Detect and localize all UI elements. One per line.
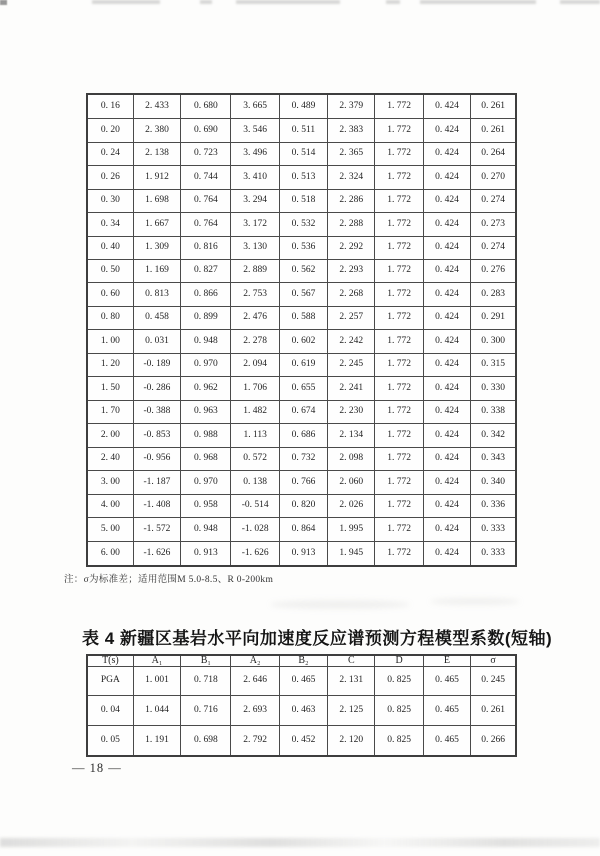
table-cell: 2. 134 xyxy=(328,424,375,447)
table-cell: 1. 044 xyxy=(133,696,180,725)
table-cell: 0. 266 xyxy=(471,725,516,756)
table-cell: 0. 655 xyxy=(279,377,327,400)
table-cell: 1. 945 xyxy=(328,541,375,566)
table-cell: 1. 70 xyxy=(87,400,133,423)
table-cell: 0. 26 xyxy=(87,166,133,189)
table-cell: 0. 424 xyxy=(423,471,470,494)
table-cell: 2. 293 xyxy=(328,260,375,283)
table-cell: 0. 424 xyxy=(423,541,470,566)
table-row xyxy=(87,119,516,142)
table-cell: 2. 245 xyxy=(328,353,375,376)
table-cell: 1. 001 xyxy=(133,667,180,696)
table-cell: 0. 948 xyxy=(181,330,231,353)
table-cell: 0. 825 xyxy=(375,725,423,756)
table-cell: 0. 424 xyxy=(423,213,470,236)
table-cell: 1. 772 xyxy=(375,330,423,353)
table-cell: 5. 00 xyxy=(87,518,133,541)
table-cell: 0. 963 xyxy=(181,400,231,423)
table-cell: 0. 424 xyxy=(423,400,470,423)
table-cell: -0. 956 xyxy=(133,447,180,470)
table-cell: 0. 424 xyxy=(423,189,470,212)
table-cell: 1. 50 xyxy=(87,377,133,400)
table-cell: 2. 292 xyxy=(328,236,375,259)
table-cell: 3. 294 xyxy=(231,189,279,212)
table-row xyxy=(87,353,516,376)
table-cell: 0. 514 xyxy=(279,142,327,165)
table-cell: 0. 424 xyxy=(423,119,470,142)
table-cell: 0. 864 xyxy=(279,518,327,541)
table-cell: 0. 424 xyxy=(423,330,470,353)
table-cell: 0. 913 xyxy=(181,541,231,566)
table-cell: -1. 408 xyxy=(133,494,180,517)
table-body xyxy=(87,667,516,757)
table-cell: 0. 031 xyxy=(133,330,180,353)
table-cell: 0. 273 xyxy=(471,213,516,236)
table-cell: 0. 764 xyxy=(181,213,231,236)
table-cell: 0. 536 xyxy=(279,236,327,259)
table-cell: 2. 383 xyxy=(328,119,375,142)
table-cell: 0. 813 xyxy=(133,283,180,306)
table-cell: 0. 452 xyxy=(279,725,327,756)
table-cell: 2. 324 xyxy=(328,166,375,189)
table-cell: 2. 288 xyxy=(328,213,375,236)
scan-artifact xyxy=(270,600,410,609)
table-cell: 1. 772 xyxy=(375,518,423,541)
table-cell: 0. 766 xyxy=(279,471,327,494)
table-cell: 0. 674 xyxy=(279,400,327,423)
table-cell: 2. 00 xyxy=(87,424,133,447)
table-cell: 2. 889 xyxy=(231,260,279,283)
table-cell: 0. 04 xyxy=(87,696,133,725)
table-cell: 0. 716 xyxy=(181,696,231,725)
table-cell: 1. 995 xyxy=(328,518,375,541)
table-cell: 1. 772 xyxy=(375,400,423,423)
table-cell: 0. 458 xyxy=(133,306,180,329)
table-cell: -0. 388 xyxy=(133,400,180,423)
table-cell: 0. 424 xyxy=(423,236,470,259)
table-cell: 0. 424 xyxy=(423,283,470,306)
table-row xyxy=(87,424,516,447)
table-cell: 0. 30 xyxy=(87,189,133,212)
table-cell: D xyxy=(375,655,423,667)
table-cell: 0. 518 xyxy=(279,189,327,212)
scan-artifact xyxy=(92,0,160,4)
table-cell: 0. 698 xyxy=(181,725,231,756)
table-cell: 0. 602 xyxy=(279,330,327,353)
coefficients-table-continued xyxy=(86,93,517,567)
table-cell: PGA xyxy=(87,667,133,696)
table-cell: 0. 80 xyxy=(87,306,133,329)
table-cell: 0. 816 xyxy=(181,236,231,259)
table-row xyxy=(87,330,516,353)
table-cell: 0. 340 xyxy=(471,471,516,494)
table-cell: 1. 309 xyxy=(133,236,180,259)
table-row xyxy=(87,377,516,400)
table-cell: 3. 00 xyxy=(87,471,133,494)
table-cell: 1. 698 xyxy=(133,189,180,212)
scan-artifact xyxy=(430,598,520,605)
table-cell: 2. 138 xyxy=(133,142,180,165)
table-cell: 2. 098 xyxy=(328,447,375,470)
table-row xyxy=(87,494,516,517)
table-cell: 2. 380 xyxy=(133,119,180,142)
table-cell: 2. 131 xyxy=(328,667,375,696)
table-cell: 0. 24 xyxy=(87,142,133,165)
table-row xyxy=(87,94,516,119)
table-row xyxy=(87,166,516,189)
table-cell: 3. 172 xyxy=(231,213,279,236)
table-header-row xyxy=(87,655,516,667)
table-cell: 0. 424 xyxy=(423,518,470,541)
table-cell: 1. 772 xyxy=(375,213,423,236)
table-row xyxy=(87,447,516,470)
table-cell: 0. 424 xyxy=(423,306,470,329)
table-cell: 1. 667 xyxy=(133,213,180,236)
table-cell: 0. 619 xyxy=(279,353,327,376)
table-cell: 0. 424 xyxy=(423,377,470,400)
table-cell: B₂ xyxy=(279,655,327,667)
table-cell: 0. 424 xyxy=(423,166,470,189)
scan-artifact xyxy=(236,0,340,4)
table-cell: 0. 913 xyxy=(279,541,327,566)
table-cell: 2. 230 xyxy=(328,400,375,423)
table-cell: 0. 300 xyxy=(471,330,516,353)
table-cell: -1. 626 xyxy=(133,541,180,566)
table-cell: 2. 379 xyxy=(328,94,375,119)
table-cell: 0. 424 xyxy=(423,94,470,119)
table-cell: 0. 827 xyxy=(181,260,231,283)
table-cell: 0. 465 xyxy=(423,725,470,756)
table-row xyxy=(87,142,516,165)
table-cell: 0. 958 xyxy=(181,494,231,517)
table-cell: 1. 772 xyxy=(375,471,423,494)
table-cell: 2. 476 xyxy=(231,306,279,329)
table-cell: 1. 772 xyxy=(375,119,423,142)
table-note: 注：σ为标准差；适用范围M 5.0-8.5、R 0-200km xyxy=(64,575,274,585)
table-cell: 0. 424 xyxy=(423,424,470,447)
table-cell: -1. 187 xyxy=(133,471,180,494)
table-cell: 0. 465 xyxy=(423,667,470,696)
table-cell: 0. 825 xyxy=(375,667,423,696)
table-cell: 1. 00 xyxy=(87,330,133,353)
table4-title: 表 4 新疆区基岩水平向加速度反应谱预测方程模型系数(短轴) xyxy=(82,629,553,648)
table-cell: B₁ xyxy=(181,655,231,667)
table-cell: 0. 330 xyxy=(471,377,516,400)
scan-artifact-bottom xyxy=(0,838,600,847)
table-cell: 0. 567 xyxy=(279,283,327,306)
table-cell: 6. 00 xyxy=(87,541,133,566)
table-cell: 0. 05 xyxy=(87,725,133,756)
table-cell: -0. 853 xyxy=(133,424,180,447)
table-cell: 0. 948 xyxy=(181,518,231,541)
table-cell: 0. 270 xyxy=(471,166,516,189)
table-cell: 0. 343 xyxy=(471,447,516,470)
table-cell: 0. 489 xyxy=(279,94,327,119)
scan-artifact xyxy=(386,0,400,4)
table-cell: 0. 825 xyxy=(375,696,423,725)
table-cell: 1. 482 xyxy=(231,400,279,423)
table-cell: 0. 60 xyxy=(87,283,133,306)
table-cell: 0. 40 xyxy=(87,236,133,259)
table-cell: 0. 315 xyxy=(471,353,516,376)
table-cell: 0. 50 xyxy=(87,260,133,283)
page-number: — 18 — xyxy=(72,761,122,775)
table-cell: 2. 753 xyxy=(231,283,279,306)
table-cell: 4. 00 xyxy=(87,494,133,517)
table-cell: 0. 686 xyxy=(279,424,327,447)
table-cell: 2. 693 xyxy=(231,696,279,725)
table-row xyxy=(87,696,516,725)
table-cell: A₁ xyxy=(133,655,180,667)
scan-artifact xyxy=(560,0,600,4)
table-cell: 0. 276 xyxy=(471,260,516,283)
table-cell: 1. 772 xyxy=(375,142,423,165)
table-cell: 0. 970 xyxy=(181,471,231,494)
table-cell: 1. 772 xyxy=(375,353,423,376)
table-cell: 0. 283 xyxy=(471,283,516,306)
table-cell: 0. 336 xyxy=(471,494,516,517)
table-cell: 1. 772 xyxy=(375,424,423,447)
table-head xyxy=(87,655,516,667)
table-cell: 0. 424 xyxy=(423,447,470,470)
table-cell: 0. 690 xyxy=(181,119,231,142)
table-cell: 2. 120 xyxy=(328,725,375,756)
table-cell: 0. 261 xyxy=(471,94,516,119)
table-cell: 0. 16 xyxy=(87,94,133,119)
table-cell: 1. 912 xyxy=(133,166,180,189)
table-cell: σ xyxy=(471,655,516,667)
table-cell: E xyxy=(423,655,470,667)
table-cell: 3. 130 xyxy=(231,236,279,259)
table-cell: 0. 988 xyxy=(181,424,231,447)
table-cell: -0. 514 xyxy=(231,494,279,517)
table-cell: 0. 34 xyxy=(87,213,133,236)
table-row xyxy=(87,400,516,423)
table-cell: 0. 424 xyxy=(423,142,470,165)
scan-artifact-corner xyxy=(0,0,7,5)
table-cell: -0. 189 xyxy=(133,353,180,376)
table-cell: A₂ xyxy=(231,655,279,667)
table-cell: 1. 20 xyxy=(87,353,133,376)
table-cell: 0. 274 xyxy=(471,236,516,259)
table-row xyxy=(87,471,516,494)
table-row xyxy=(87,213,516,236)
table-cell: 2. 365 xyxy=(328,142,375,165)
table-cell: 0. 291 xyxy=(471,306,516,329)
table-cell: 0. 962 xyxy=(181,377,231,400)
table-cell: 2. 268 xyxy=(328,283,375,306)
table-cell: 0. 744 xyxy=(181,166,231,189)
table-cell: 3. 410 xyxy=(231,166,279,189)
table-cell: 1. 772 xyxy=(375,236,423,259)
table-cell: 2. 646 xyxy=(231,667,279,696)
scan-artifact xyxy=(200,0,212,4)
table-cell: 0. 274 xyxy=(471,189,516,212)
table-cell: 0. 513 xyxy=(279,166,327,189)
table-cell: 3. 546 xyxy=(231,119,279,142)
table-cell: 0. 342 xyxy=(471,424,516,447)
table-cell: 2. 278 xyxy=(231,330,279,353)
table-cell: 1. 191 xyxy=(133,725,180,756)
table-cell: C xyxy=(328,655,375,667)
table-cell: 3. 665 xyxy=(231,94,279,119)
table-row xyxy=(87,667,516,696)
table-body xyxy=(87,94,516,566)
table-cell: 0. 261 xyxy=(471,119,516,142)
table-cell: 0. 245 xyxy=(471,667,516,696)
table-cell: 1. 772 xyxy=(375,377,423,400)
table-cell: 0. 532 xyxy=(279,213,327,236)
table-cell: 1. 772 xyxy=(375,166,423,189)
table-cell: 0. 588 xyxy=(279,306,327,329)
table-cell: T(s) xyxy=(87,655,133,667)
table-cell: 0. 424 xyxy=(423,260,470,283)
table-row xyxy=(87,260,516,283)
table-cell: 0. 968 xyxy=(181,447,231,470)
table-cell: 1. 772 xyxy=(375,541,423,566)
table-cell: 0. 463 xyxy=(279,696,327,725)
table-cell: 1. 169 xyxy=(133,260,180,283)
table-cell: 0. 572 xyxy=(231,447,279,470)
table-cell: 2. 094 xyxy=(231,353,279,376)
table-cell: 2. 286 xyxy=(328,189,375,212)
table-cell: 0. 511 xyxy=(279,119,327,142)
table-cell: -0. 286 xyxy=(133,377,180,400)
table-cell: 2. 026 xyxy=(328,494,375,517)
table-cell: 0. 424 xyxy=(423,353,470,376)
table-cell: 0. 138 xyxy=(231,471,279,494)
table-cell: -1. 028 xyxy=(231,518,279,541)
table-row xyxy=(87,236,516,259)
table-cell: 0. 718 xyxy=(181,667,231,696)
table-cell: 0. 20 xyxy=(87,119,133,142)
table-cell: 0. 899 xyxy=(181,306,231,329)
table-cell: 0. 465 xyxy=(423,696,470,725)
table-cell: 1. 772 xyxy=(375,283,423,306)
table-cell: 2. 060 xyxy=(328,471,375,494)
table-cell: 2. 242 xyxy=(328,330,375,353)
table-cell: 2. 792 xyxy=(231,725,279,756)
table-cell: 0. 764 xyxy=(181,189,231,212)
table-cell: 0. 562 xyxy=(279,260,327,283)
table-row xyxy=(87,518,516,541)
table-cell: 0. 820 xyxy=(279,494,327,517)
table-cell: 0. 424 xyxy=(423,494,470,517)
table-cell: 0. 465 xyxy=(279,667,327,696)
table-row xyxy=(87,725,516,756)
table-row xyxy=(87,306,516,329)
table-cell: 2. 433 xyxy=(133,94,180,119)
table-row xyxy=(87,541,516,566)
table-cell: 2. 125 xyxy=(328,696,375,725)
table-cell: 0. 680 xyxy=(181,94,231,119)
table-cell: -1. 572 xyxy=(133,518,180,541)
table-cell: 1. 772 xyxy=(375,260,423,283)
table-cell: 3. 496 xyxy=(231,142,279,165)
table-cell: 0. 866 xyxy=(181,283,231,306)
table-cell: -1. 626 xyxy=(231,541,279,566)
table-cell: 2. 241 xyxy=(328,377,375,400)
table-row xyxy=(87,189,516,212)
table-cell: 1. 772 xyxy=(375,447,423,470)
table-cell: 0. 333 xyxy=(471,518,516,541)
table-cell: 1. 772 xyxy=(375,94,423,119)
table-cell: 1. 772 xyxy=(375,189,423,212)
table-cell: 0. 732 xyxy=(279,447,327,470)
table-cell: 1. 772 xyxy=(375,494,423,517)
table-cell: 1. 772 xyxy=(375,306,423,329)
table-cell: 0. 264 xyxy=(471,142,516,165)
coefficients-table-short-axis xyxy=(86,654,517,757)
scan-artifact xyxy=(420,0,536,4)
table-cell: 0. 723 xyxy=(181,142,231,165)
table-cell: 2. 40 xyxy=(87,447,133,470)
table-cell: 0. 970 xyxy=(181,353,231,376)
table-cell: 0. 261 xyxy=(471,696,516,725)
table-cell: 2. 257 xyxy=(328,306,375,329)
table-cell: 1. 113 xyxy=(231,424,279,447)
table-cell: 0. 333 xyxy=(471,541,516,566)
table-row xyxy=(87,283,516,306)
table-cell: 1. 706 xyxy=(231,377,279,400)
table-cell: 0. 338 xyxy=(471,400,516,423)
